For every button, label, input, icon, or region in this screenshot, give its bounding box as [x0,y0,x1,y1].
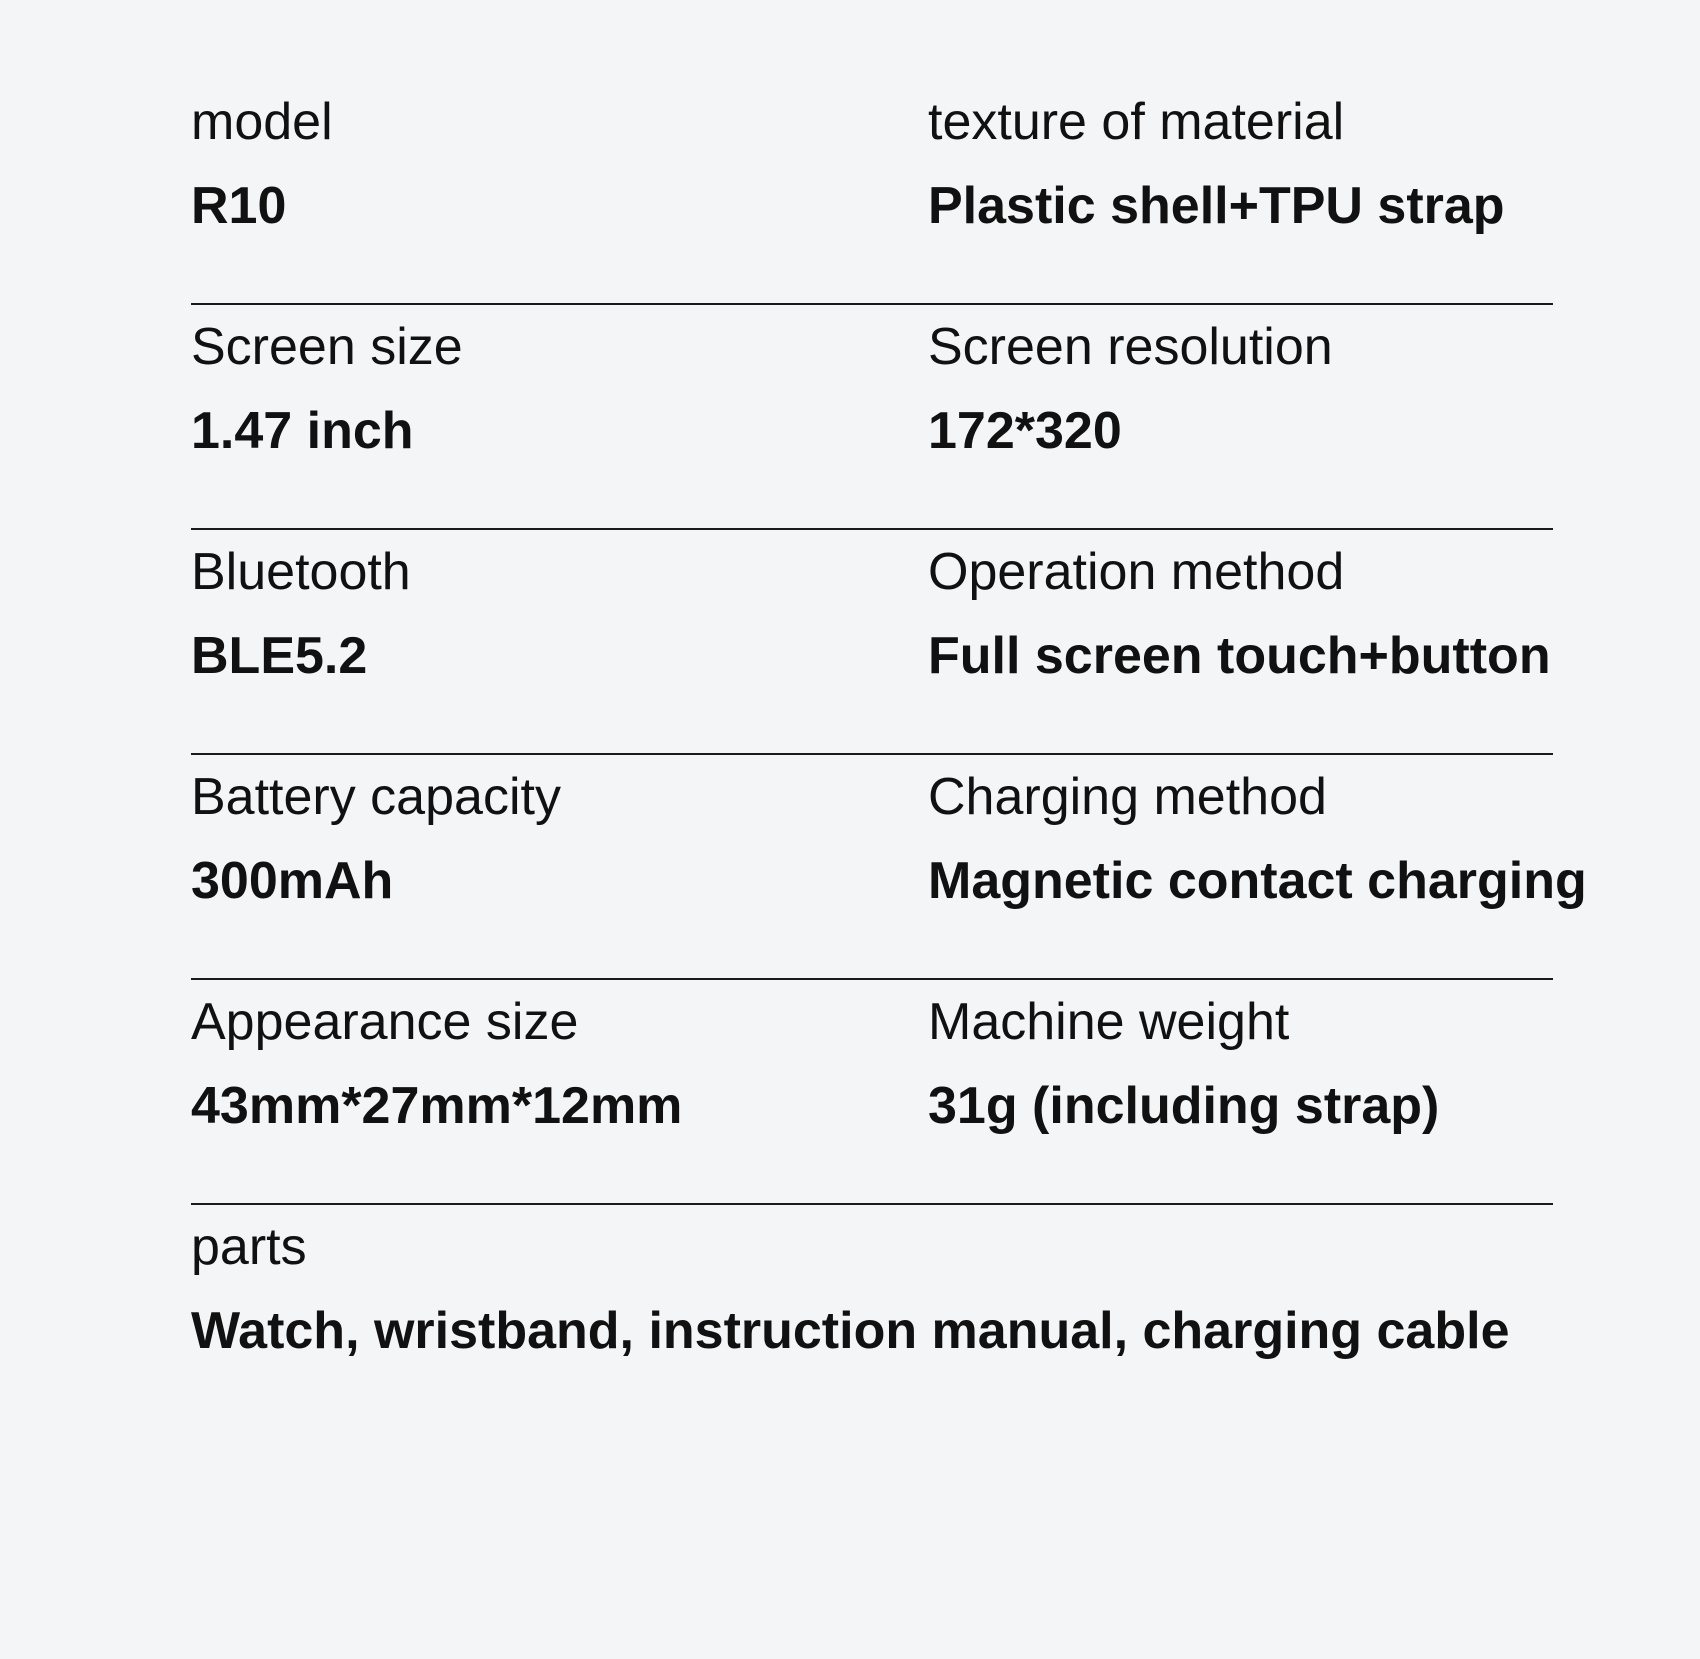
spec-screen-resolution [928,305,1333,460]
spec-label: model [191,93,333,151]
spec-screen-size [191,305,463,460]
spec-row-model-material [191,80,1553,305]
spec-value: Watch, wristband, instruction manual, charging cable [191,1302,1510,1360]
spec-value: 31g (including strap) [928,1077,1440,1135]
spec-label: Screen resolution [928,318,1333,376]
spec-model [191,80,333,235]
spec-label: texture of material [928,93,1345,151]
spec-label: Operation method [928,543,1345,601]
spec-value: 1.47 inch [191,402,414,460]
spec-battery-capacity [191,755,561,910]
spec-label: Battery capacity [191,768,561,826]
spec-label: Appearance size [191,993,579,1051]
spec-value: Magnetic contact charging [928,852,1587,910]
spec-row-battery-charging [191,755,1587,980]
spec-material [928,80,1505,235]
spec-label: Machine weight [928,993,1290,1051]
spec-row-bluetooth-operation [191,530,1553,755]
spec-bluetooth [191,530,411,685]
spec-charging-method [928,755,1587,910]
spec-label: Screen size [191,318,463,376]
spec-value: Plastic shell+TPU strap [928,177,1505,235]
spec-machine-weight [928,980,1440,1135]
spec-row-parts [191,1205,1553,1445]
spec-parts [191,1205,1510,1360]
spec-value: Full screen touch+button [928,627,1551,685]
spec-value: R10 [191,177,287,235]
spec-value: BLE5.2 [191,627,368,685]
spec-appearance-size [191,980,683,1135]
spec-label: Bluetooth [191,543,411,601]
spec-row-size-weight [191,980,1553,1205]
spec-label: Charging method [928,768,1327,826]
spec-row-screen [191,305,1553,530]
spec-value: 300mAh [191,852,394,910]
spec-value: 43mm*27mm*12mm [191,1077,683,1135]
spec-operation-method [928,530,1551,685]
spec-value: 172*320 [928,402,1122,460]
spec-sheet [191,80,1587,1445]
spec-label: parts [191,1218,307,1276]
